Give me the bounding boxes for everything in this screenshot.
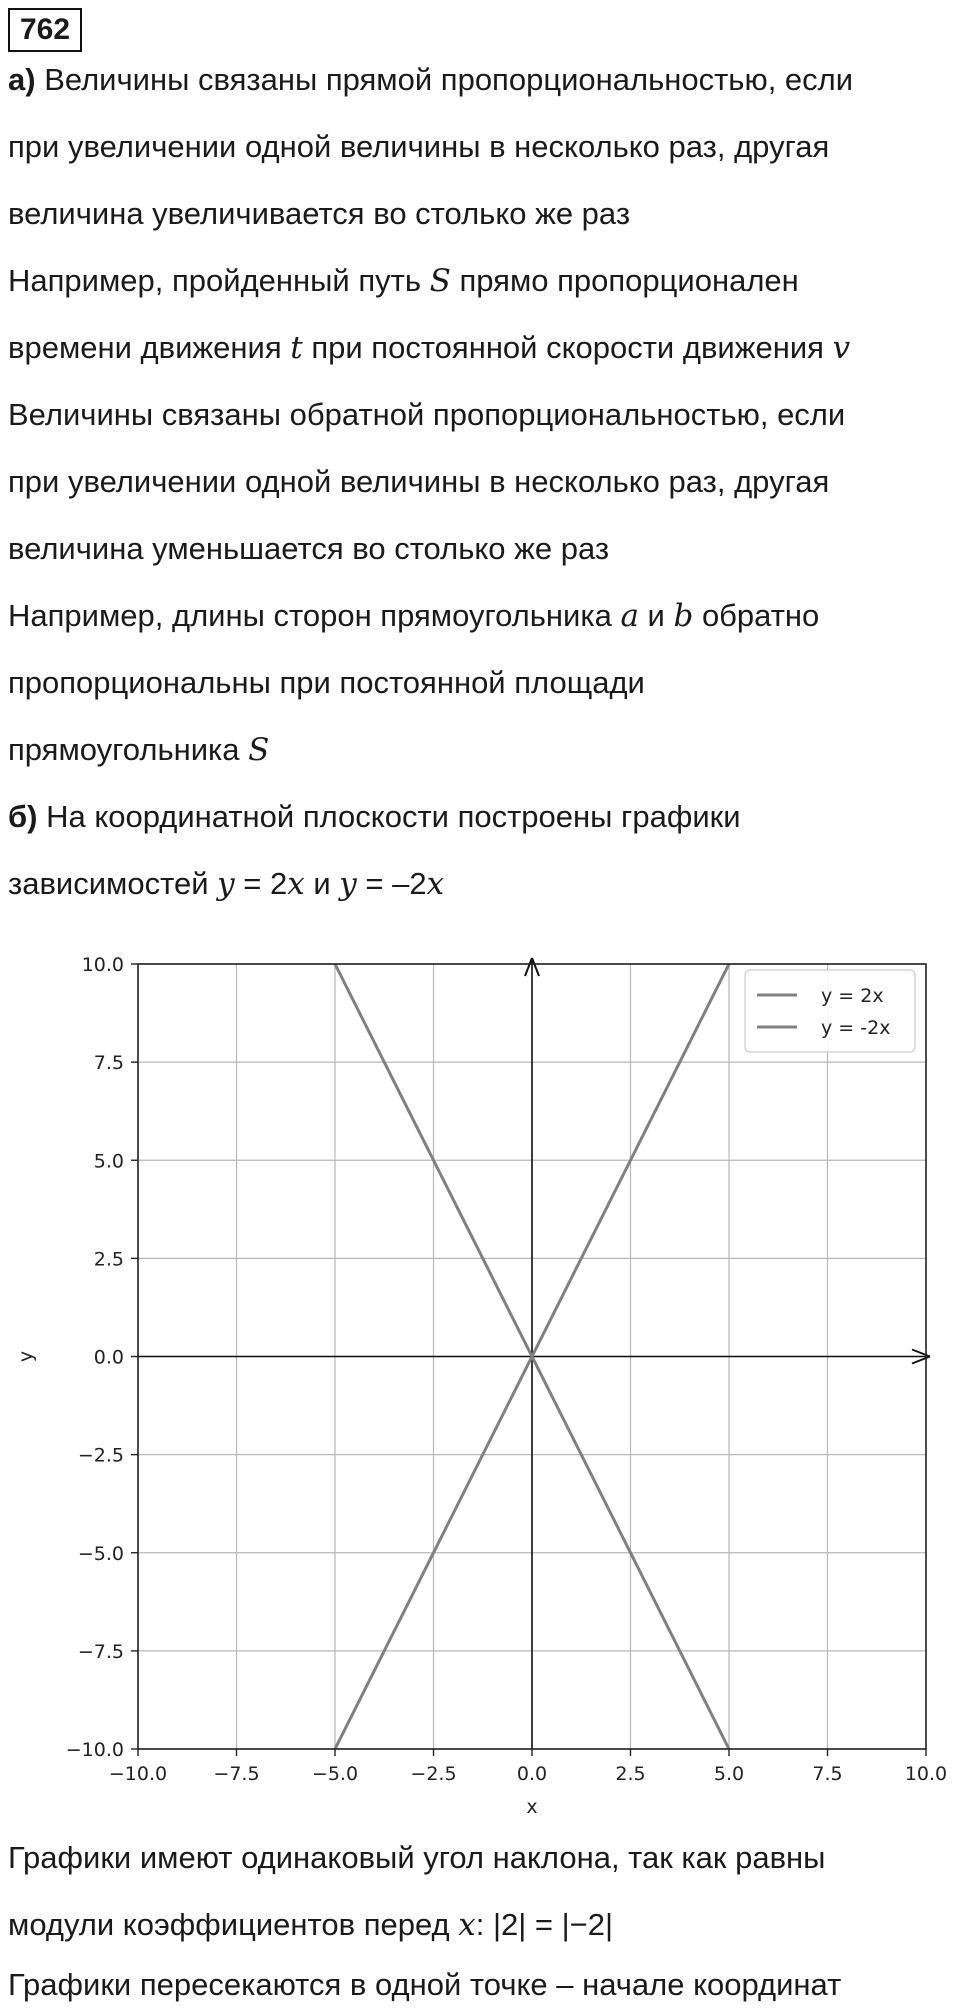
part-b-line-2 [8, 864, 444, 904]
part-a-line-7: при увеличении одной величины в несколько раз, другая [8, 464, 830, 499]
text: Например, пройденный путь [8, 263, 430, 298]
y-tick-labels [66, 954, 138, 1761]
text: и [304, 866, 340, 901]
math-var: a [620, 598, 639, 634]
part-b-marker: б) [8, 799, 38, 834]
math-var: S [429, 263, 451, 299]
part-a-line-10: пропорциональны при постоянной площади [8, 665, 645, 700]
conclusion-line-1: Графики имеют одинаковый угол наклона, так как равны [8, 1840, 826, 1875]
text: и [638, 598, 674, 633]
legend-label: y = -2x [821, 1017, 891, 1039]
text: : |2| = |−2| [475, 1907, 614, 1942]
math-var: y [339, 866, 357, 902]
part-a-line-3: величина увеличивается во столько же раз [8, 196, 631, 231]
x-tick-label: −10.0 [108, 1763, 168, 1785]
math-var: t [290, 330, 303, 366]
text: = 2 [234, 866, 288, 901]
part-a-line-1 [8, 60, 853, 100]
text: при постоянной скорости движения [302, 330, 833, 365]
x-tick-label: −7.5 [213, 1763, 260, 1785]
y-axis-label: y [15, 1350, 37, 1363]
part-b-line-1 [8, 797, 741, 837]
text: На координатной плоскости построены графики [37, 799, 741, 834]
y-tick-label: 0.0 [93, 1346, 124, 1369]
y-tick-label: −10.0 [65, 1739, 124, 1761]
y-tick-label: −7.5 [77, 1640, 124, 1663]
math-var: y [217, 866, 235, 902]
math-var: S [248, 732, 270, 768]
x-tick-label: 10.0 [904, 1763, 948, 1785]
part-a-line-4 [8, 261, 799, 301]
part-a-line-5 [8, 328, 850, 368]
math-var: v [832, 330, 851, 366]
text: зависимостей [8, 866, 218, 901]
x-tick-label: 5.0 [713, 1763, 745, 1785]
x-axis-label: x [526, 1796, 538, 1818]
part-a-line-6: Величины связаны обратной пропорциональностью, если [8, 397, 846, 432]
x-tick-label: 2.5 [615, 1763, 646, 1785]
x-tick-label: 0.0 [516, 1763, 548, 1785]
part-a-line-11 [8, 730, 269, 770]
conclusion-line-2 [8, 1905, 613, 1945]
problem-number: 762 [8, 8, 82, 52]
text: обратно [693, 598, 820, 633]
function-graph [0, 948, 960, 1828]
y-tick-label: 7.5 [93, 1052, 124, 1075]
x-tick-label: 7.5 [812, 1763, 843, 1785]
text: Величины связаны прямой пропорциональностью, если [35, 62, 854, 97]
text: модули коэффициентов перед [8, 1907, 459, 1942]
math-var: x [287, 866, 305, 902]
x-tick-label: −2.5 [410, 1763, 457, 1785]
legend [745, 970, 915, 1052]
y-tick-label: −2.5 [77, 1444, 124, 1467]
y-tick-label: 10.0 [81, 954, 124, 976]
text: Например, длины сторон прямоугольника [8, 598, 621, 633]
math-var: b [673, 598, 694, 634]
part-a-line-9 [8, 596, 819, 636]
math-var: x [426, 866, 445, 902]
part-a-marker: а) [8, 62, 36, 97]
part-a-line-2: при увеличении одной величины в несколько раз, другая [8, 129, 830, 164]
x-tick-label: −5.0 [311, 1763, 359, 1785]
conclusion-line-3: Графики пересекаются в одной точке – начале координат [8, 1967, 842, 2002]
text: = –2 [356, 866, 427, 901]
legend-label: y = 2x [821, 985, 884, 1007]
y-tick-label: 5.0 [93, 1150, 124, 1173]
text: прямоугольника [8, 732, 249, 767]
x-tick-labels [109, 1749, 947, 1785]
text: прямо пропорционален [450, 263, 799, 298]
part-a-line-8: величина уменьшается во столько же раз [8, 531, 610, 566]
y-tick-label: −5.0 [77, 1542, 124, 1565]
text: времени движения [8, 330, 291, 365]
y-tick-label: 2.5 [93, 1248, 124, 1271]
legend-box [745, 970, 915, 1052]
math-var: x [458, 1907, 476, 1943]
